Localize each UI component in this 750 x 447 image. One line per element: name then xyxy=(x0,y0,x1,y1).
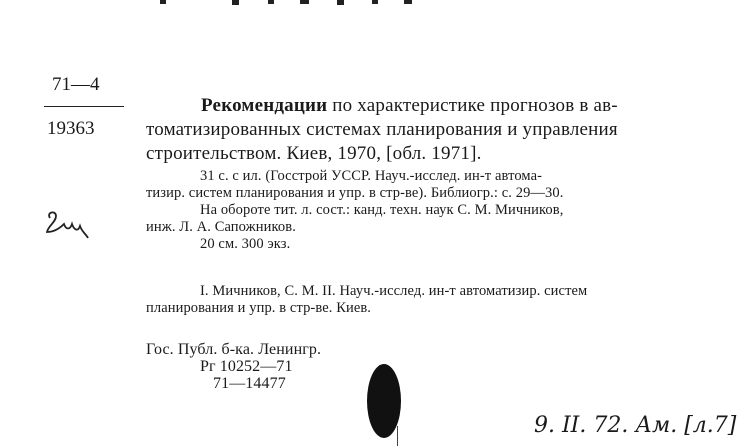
holder-line-3: 71—14477 xyxy=(213,375,286,392)
description-line-5: 20 см. 300 экз. xyxy=(200,236,291,252)
top-edge-marks xyxy=(0,0,750,8)
subject-line-1: I. Мичников, С. М. II. Науч.-исслед. ин-т автоматизир. систем xyxy=(200,283,588,299)
description-line-4: инж. Л. А. Сапожников. xyxy=(146,219,296,235)
holder-line-2: Рг 10252—71 xyxy=(200,358,293,375)
title-line-1 xyxy=(201,95,618,117)
holder-line-1: Гос. Публ. б-ка. Ленингр. xyxy=(146,341,322,358)
shelf-code-top: 71—4 xyxy=(52,74,100,95)
title-line-3: строительством. Киев, 1970, [обл. 1971]. xyxy=(146,143,482,164)
handwritten-margin-mark xyxy=(44,208,90,242)
title-line-2: томатизированных системах планирования и управления xyxy=(146,119,618,140)
description-line-1: 31 с. с ил. (Госстрой УССР. Науч.-исслед. ин-т автома- xyxy=(200,168,543,184)
subject-line-2: планирования и упр. в стр-ве. Киев. xyxy=(146,300,372,316)
ink-blot xyxy=(367,364,401,438)
handwritten-date: 9. II. 72. Ам. [л.7] xyxy=(534,413,737,438)
shelf-code-bottom: 19363 xyxy=(47,118,95,139)
code-divider xyxy=(44,106,124,107)
title-bold: Рекомендации xyxy=(201,95,328,116)
description-line-3: На обороте тит. л. сост.: канд. техн. наук С. М. Мичников, xyxy=(200,202,564,218)
margin-rule xyxy=(397,426,398,446)
description-line-2: тизир. систем планирования и упр. в стр-ве). Библиогр.: с. 29—30. xyxy=(146,185,564,201)
title-rest: по характеристике прогнозов в ав- xyxy=(332,95,618,116)
